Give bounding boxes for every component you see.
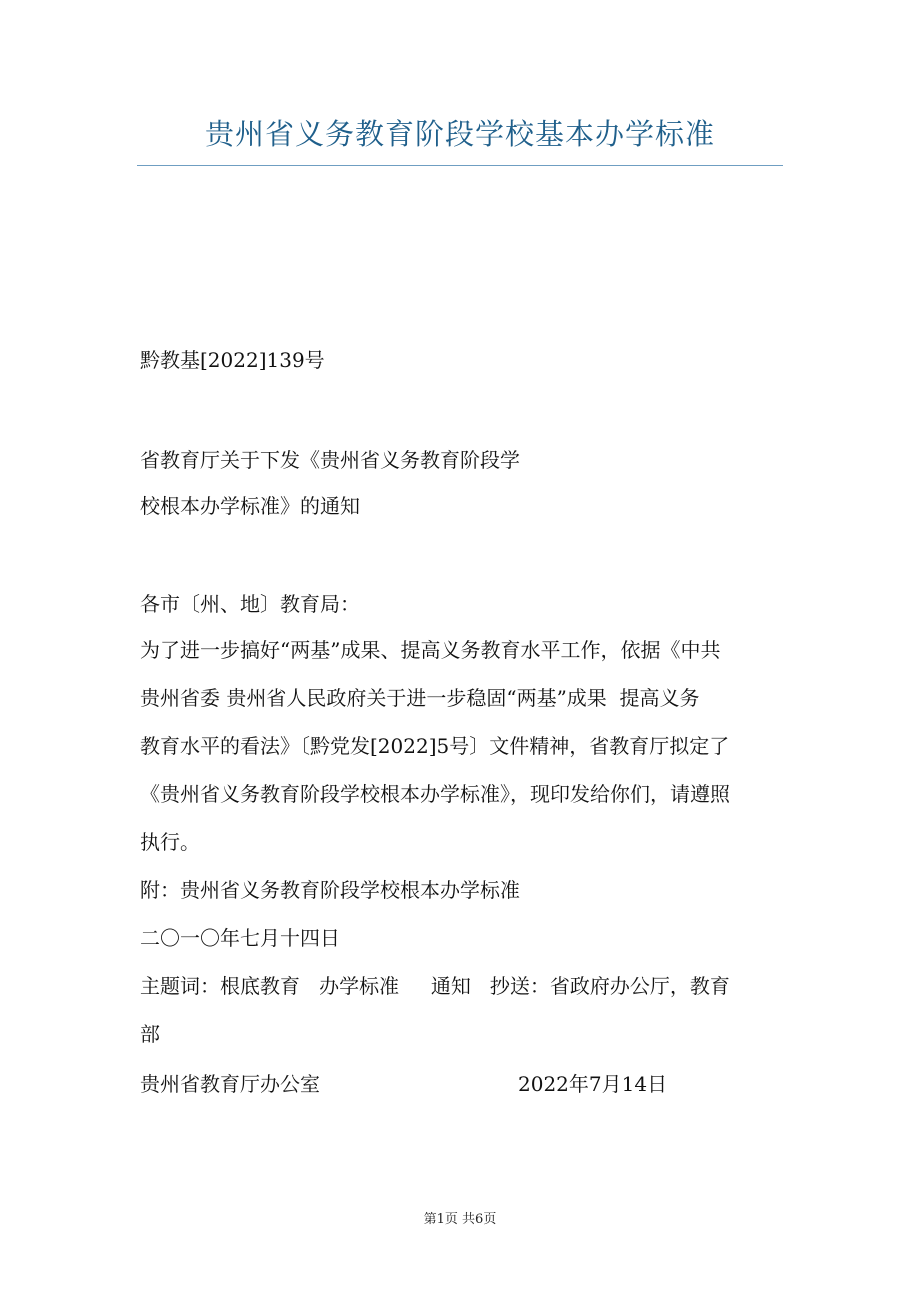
subject-line-1: 主题词：根底教育 办学标准 通知 抄送：省政府办公厅，教育 bbox=[140, 974, 730, 998]
issuer-date: 2022年7月14日 bbox=[518, 1072, 668, 1096]
issuer: 贵州省教育厅办公室 bbox=[140, 1072, 320, 1096]
body-line: 《贵州省义务教育阶段学校根本办学标准》，现印发给你们，请遵照 bbox=[140, 782, 730, 806]
issue-date: 二〇一〇年七月十四日 bbox=[140, 926, 340, 950]
body-line: 为了进一步搞好“两基”成果、提高义务教育水平工作，依据《中共 bbox=[140, 638, 721, 662]
document-title: 贵州省义务教育阶段学校基本办学标准 bbox=[204, 117, 715, 151]
body-line: 贵州省委 贵州省人民政府关于进一步稳固“两基”成果 提高义务 bbox=[140, 686, 700, 710]
page-footer: 第1页 共6页 bbox=[423, 1212, 497, 1227]
notice-title-line-2: 校根本办学标准》的通知 bbox=[140, 494, 360, 518]
addressee: 各市〔州、地〕教育局： bbox=[140, 592, 360, 616]
subject-line-2: 部 bbox=[140, 1022, 160, 1046]
body-line: 教育水平的看法》〔黔党发[2022]5号〕文件精神，省教育厅拟定了 bbox=[140, 734, 730, 758]
attachment-note: 附：贵州省义务教育阶段学校根本办学标准 bbox=[140, 878, 520, 902]
doc-number: 黔教基[2022]139号 bbox=[140, 348, 325, 372]
body-line: 执行。 bbox=[140, 830, 200, 854]
title-divider bbox=[137, 165, 783, 166]
notice-title-line-1: 省教育厅关于下发《贵州省义务教育阶段学 bbox=[140, 448, 520, 472]
